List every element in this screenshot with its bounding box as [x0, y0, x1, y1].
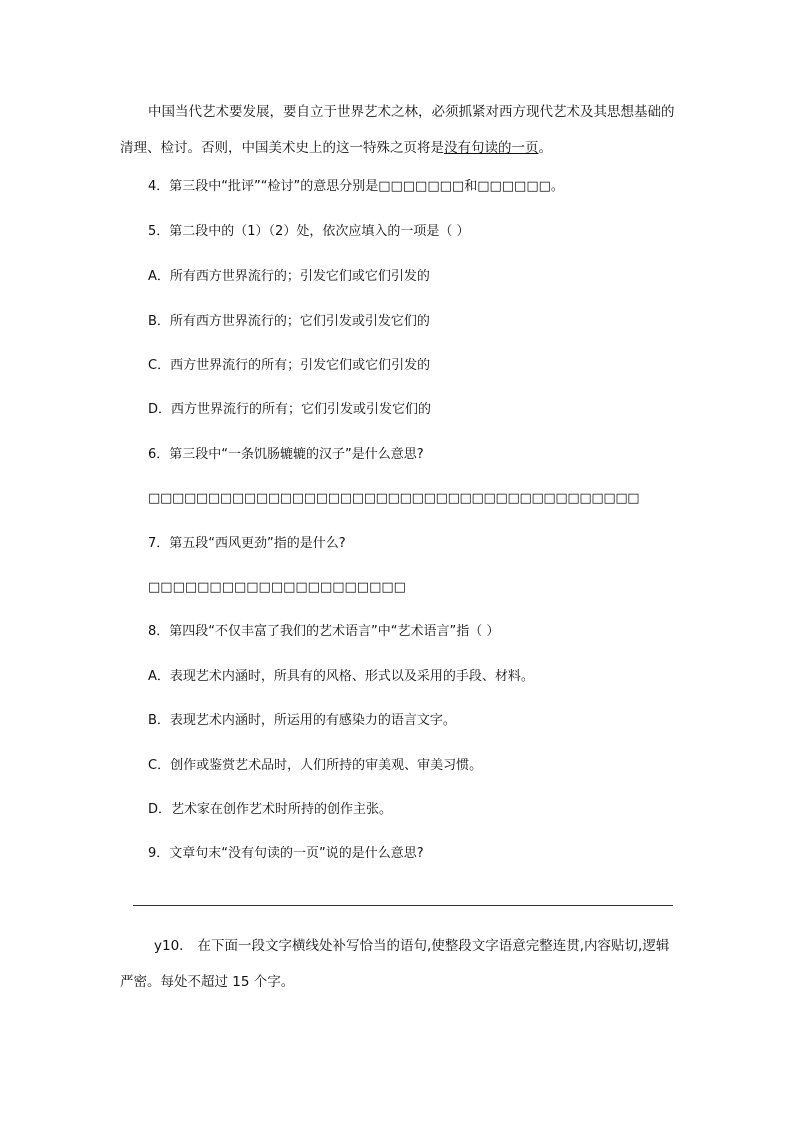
intro-paragraph: [120, 94, 680, 166]
intro-end: 。: [538, 140, 552, 156]
intro-text: 中国当代艺术要发展，要自立于世界艺术之林，必须抓紧对西方现代艺术及其思想基础的清理、检讨。否则，中国美术史上的这一特殊之页将是: [120, 104, 675, 156]
question-7-answer-blanks: □□□□□□□□□□□□□□□□□□□□□: [148, 580, 406, 595]
question-10-number: y10.: [154, 938, 184, 954]
question-10: [120, 928, 680, 1000]
question-5-option-b: B．所有西方世界流行的；它们引发或引发它们的: [148, 314, 430, 329]
question-6-stem: 6．第三段中“一条饥肠辘辘的汉子”是什么意思?: [148, 447, 424, 462]
question-5-stem: 5．第二段中的（1）（2）处，依次应填入的一项是（ ）: [148, 224, 470, 239]
underlined-phrase: 没有句读的一页: [444, 140, 539, 156]
question-4: 4．第三段中“批评”“检讨”的意思分别是□□□□□□□和□□□□□□。: [148, 179, 564, 194]
question-5-option-a: A．所有西方世界流行的；引发它们或它们引发的: [148, 269, 430, 284]
question-5-option-d: D．西方世界流行的所有；它们引发或引发它们的: [148, 402, 432, 417]
question-7-stem: 7．第五段“西风更劲”指的是什么?: [148, 536, 346, 551]
horizontal-divider: [133, 905, 673, 906]
question-8-option-d: D．艺术家在创作艺术时所持的创作主张。: [148, 802, 393, 817]
question-8-option-c: C．创作或鉴赏艺术品时，人们所持的审美观、审美习惯。: [148, 758, 483, 773]
question-5-option-c: C．西方世界流行的所有；引发它们或它们引发的: [148, 358, 431, 373]
question-8-option-a: A．表现艺术内涵时，所具有的风格、形式以及采用的手段、材料。: [148, 669, 534, 684]
question-6-answer-blanks: □□□□□□□□□□□□□□□□□□□□□□□□□□□□□□□□□□□□□□□□□: [148, 491, 640, 506]
question-8-stem: 8．第四段“不仅丰富了我们的艺术语言”中“艺术语言”指（ ）: [148, 624, 500, 639]
question-9: 9．文章句末“没有句读的一页”说的是什么意思?: [148, 846, 424, 861]
question-8-option-b: B．表现艺术内涵时，所运用的有感染力的语言文字。: [148, 713, 456, 728]
question-10-text: 在下面一段文字横线处补写恰当的语句,使整段文字语意完整连贯,内容贴切,逻辑严密。每处不超过 15 个字。: [120, 938, 670, 990]
